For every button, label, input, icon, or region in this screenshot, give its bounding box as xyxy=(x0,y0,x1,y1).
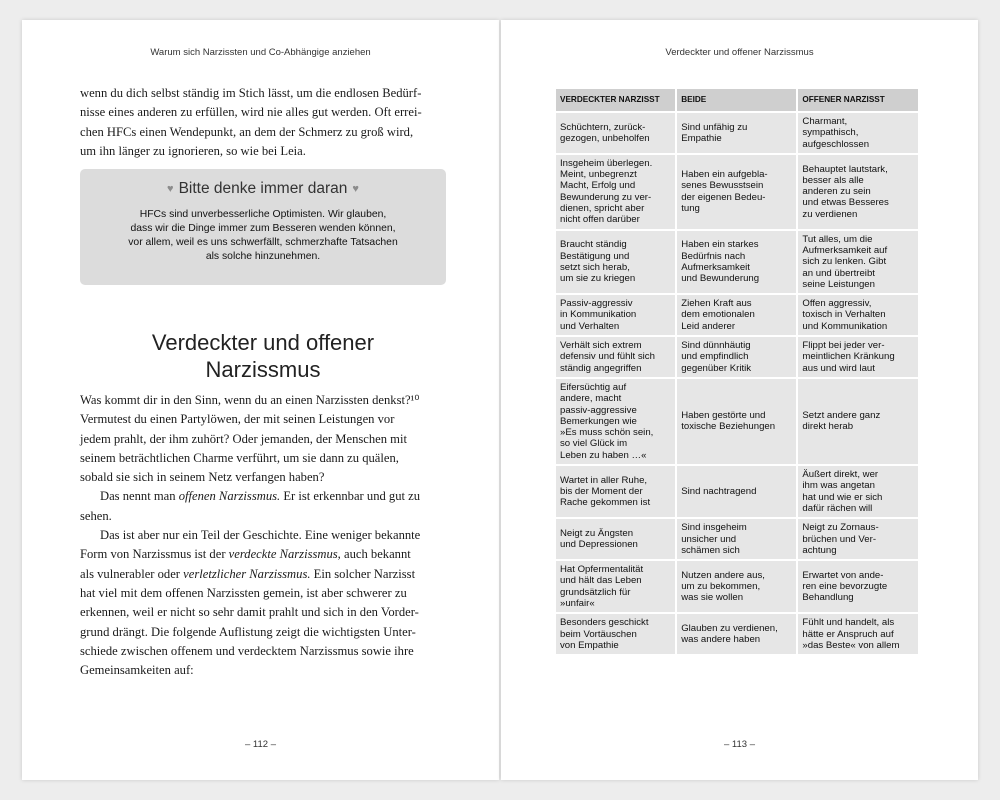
table-cell: Haben ein starkes Bedürfnis nach Aufmerksamkeit und Bewunderung xyxy=(677,231,796,293)
paragraph: Das ist aber nur ein Teil der Geschichte. Eine weniger bekannte Form von Narzissmus ist der verdeckte Narzissmus, auch bekannt als vulnerabler oder verletzlicher Narzissmus. Ein solcher Narzisst hat viel mit dem offenen Narzissten gemein, ist aber schwerer zu erkennen, weil er nicht so sehr damit prahlt und sich in den Vorder- grund drängt. Die folgende Auflistung zeigt die wichtigsten Unter- schiede zwischen offenem und verdecktem Narzissmus sowie ihre Gemeinsamkeiten auf: xyxy=(80,528,421,678)
table-cell: Ziehen Kraft aus dem emotionalen Leid anderer xyxy=(677,295,796,335)
table-cell: Setzt andere ganz direkt herab xyxy=(798,379,918,464)
left-page xyxy=(22,20,499,780)
table-row xyxy=(556,231,918,293)
table-cell: Sind insgeheim unsicher und schämen sich xyxy=(677,519,796,559)
page-number: – 112 – xyxy=(245,739,276,750)
heart-icon: ♥ xyxy=(352,183,359,195)
table-cell: Nutzen andere aus, um zu bekommen, was sie wollen xyxy=(677,561,796,612)
page-number: – 113 – xyxy=(724,739,755,750)
table-row xyxy=(556,466,918,517)
table-cell: Schüchtern, zurück- gezogen, unbeholfen xyxy=(556,113,675,153)
column-header: BEIDE xyxy=(677,89,796,111)
comparison-table xyxy=(554,87,920,656)
table-row xyxy=(556,155,918,229)
table-cell: Haben gestörte und toxische Beziehungen xyxy=(677,379,796,464)
table-cell: Eifersüchtig auf andere, macht passiv-aggressive Bemerkungen wie »Es muss schön sein, so viel Glück im Leben zu haben …« xyxy=(556,379,675,464)
table-cell: Tut alles, um die Aufmerksamkeit auf sich zu lenken. Gibt an und übertreibt seine Leistungen xyxy=(798,231,918,293)
table-cell: Passiv-aggressiv in Kommunikation und Verhalten xyxy=(556,295,675,335)
table-cell: Haben ein aufgebla- senes Bewusstsein der eigenen Bedeu- tung xyxy=(677,155,796,229)
reminder-text: HFCs sind unverbesserliche Optimisten. Wir glauben, dass wir die Dinge immer zum Besseren wenden können, vor allem, weil es uns schwerfällt, schmerzhafte Tatsachen als solche hinzunehmen. xyxy=(128,209,398,262)
table-cell: Neigt zu Ängsten und Depressionen xyxy=(556,519,675,559)
running-head: Warum sich Narzissten und Co-Abhängige anziehen xyxy=(150,47,371,58)
table-cell: Sind dünnhäutig und empfindlich gegenüber Kritik xyxy=(677,337,796,377)
table-cell: Neigt zu Zornaus- brüchen und Ver- achtung xyxy=(798,519,918,559)
table-cell: Besonders geschickt beim Vortäuschen von Empathie xyxy=(556,614,675,654)
table-cell: Braucht ständig Bestätigung und setzt sich herab, um sie zu kriegen xyxy=(556,231,675,293)
table-row xyxy=(556,337,918,377)
body-text xyxy=(80,391,446,680)
table-row xyxy=(556,379,918,464)
heart-icon: ♥ xyxy=(167,183,174,195)
table-cell: Sind nachtragend xyxy=(677,466,796,517)
table-row xyxy=(556,561,918,612)
table-header-row xyxy=(556,89,918,111)
table-cell: Behauptet lautstark, besser als alle anderen zu sein und etwas Besseres zu verdienen xyxy=(798,155,918,229)
table-cell: Wartet in aller Ruhe, bis der Moment der Rache gekommen ist xyxy=(556,466,675,517)
table-cell: Erwartet von ande- ren eine bevorzugte Behandlung xyxy=(798,561,918,612)
intro-paragraph: wenn du dich selbst ständig im Stich lässt, um die endlosen Bedürf- nisse eines anderen zu erfüllen, wird nie alles gut werden. Oft errei- chen HFCs einen Wendepunkt, an dem der Schmerz zu groß wird, um ihn länger zu ignorieren, so wie bei Leia. xyxy=(80,86,422,158)
section-heading: Verdeckter und offener Narzissmus xyxy=(151,330,375,382)
table-cell: Sind unfähig zu Empathie xyxy=(677,113,796,153)
table-cell: Fühlt und handelt, als hätte er Anspruch auf »das Beste« von allem xyxy=(798,614,918,654)
reminder-title: ♥ Bitte denke immer daran ♥ xyxy=(80,180,446,198)
table-row xyxy=(556,113,918,153)
paragraph: Was kommt dir in den Sinn, wenn du an einen Narzissten denkst?¹⁰ Vermutest du einen Partylöwen, der mit seinen Leistungen vor jedem prahlt, der ihm zuhört? Oder jemanden, der Menschen mit seinem beträchtlichen Charme verführt, um sie dann zu quälen, sobald sie sich in seinem Netz verfangen haben? xyxy=(80,393,420,485)
table-cell: Äußert direkt, wer ihm was angetan hat und wie er sich dafür rächen will xyxy=(798,466,918,517)
reminder-box xyxy=(80,169,446,285)
table-cell: Glauben zu verdienen, was andere haben xyxy=(677,614,796,654)
table-cell: Charmant, sympathisch, aufgeschlossen xyxy=(798,113,918,153)
table-cell: Insgeheim überlegen. Meint, unbegrenzt Macht, Erfolg und Bewunderung zu ver- dienen, spricht aber nicht offen darüber xyxy=(556,155,675,229)
table-cell: Hat Opfermentalität und hält das Leben grundsätzlich für »unfair« xyxy=(556,561,675,612)
column-header: OFFENER NARZISST xyxy=(798,89,918,111)
running-head: Verdeckter und offener Narzissmus xyxy=(665,47,814,58)
right-page xyxy=(501,20,978,780)
table-cell: Offen aggressiv, toxisch in Verhalten und Kommunikation xyxy=(798,295,918,335)
table-cell: Verhält sich extrem defensiv und fühlt sich ständig angegriffen xyxy=(556,337,675,377)
paragraph: Das nennt man offenen Narzissmus. Er ist erkennbar und gut zu sehen. xyxy=(80,489,421,523)
table-row xyxy=(556,519,918,559)
table-row xyxy=(556,614,918,654)
table-row xyxy=(556,295,918,335)
table-cell: Flippt bei jeder ver- meintlichen Kränkung aus und wird laut xyxy=(798,337,918,377)
column-header: VERDECKTER NARZISST xyxy=(556,89,675,111)
